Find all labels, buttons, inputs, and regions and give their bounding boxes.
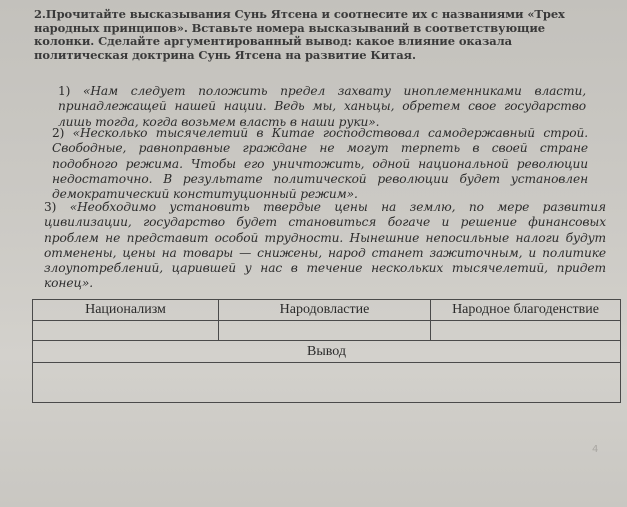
task-instructions: 2.Прочитайте высказывания Сунь Ятсена и соотнесите их с названиями «Трех народных принципов». Вставьте номера высказываний в соответствующие колонки. Сделайте аргументированный вывод: какое влияние оказала политическая доктрина Сунь Ятсена на развитие Китая.: [34, 7, 565, 62]
answer-table-header-row: [33, 300, 621, 321]
conclusion-label: Вывод: [33, 340, 621, 362]
column-header-welfare: Народное благоденствие: [431, 300, 621, 321]
quote-1-number: 1): [58, 84, 71, 98]
quote-2: [52, 126, 588, 202]
answer-cell-welfare[interactable]: [431, 321, 621, 340]
quote-3-number: 3): [44, 200, 57, 214]
quote-1: [58, 84, 586, 130]
quote-3: [44, 200, 606, 292]
answer-table-row: [33, 321, 621, 340]
answer-cell-nationalism[interactable]: [33, 321, 219, 340]
conclusion-row: [33, 363, 621, 403]
column-header-nationalism: Национализм: [33, 300, 219, 321]
answer-cell-democracy[interactable]: [219, 321, 431, 340]
quote-3-text: «Необходимо установить твердые цены на землю, по мере развития цивилизации, государство будет становиться богаче и решение финансовых проблем не представит особой трудности. Нынешние непосильные налоги будут отменены, цены на товары — снижены, народ станет зажиточным, и политике злоупотреблений, царившей у нас в течение нескольких тысячелетий, придет конец».: [44, 200, 606, 291]
answer-table: [32, 299, 621, 403]
page-mark: 4: [592, 444, 599, 455]
conclusion-cell[interactable]: [33, 363, 621, 403]
quote-1-text: «Нам следует положить предел захвату иноплеменниками власти, принадлежащей нашей нации. Ведь мы, ханьцы, обретем свое государство лишь тогда, когда возьмем власть в наши руки».: [58, 84, 586, 129]
conclusion-header-row: [33, 340, 621, 362]
quote-2-text: «Несколько тысячелетий в Китае господствовал самодержавный строй. Свободные, равноправные граждане не могут терпеть в своей стране подобного режима. Чтобы его уничтожить, одной национальной революции недостаточно. В результате политической революции будет установлен демократический конституционный режим».: [52, 126, 588, 202]
column-header-democracy: Народовластие: [219, 300, 431, 321]
quote-2-number: 2): [52, 126, 65, 140]
